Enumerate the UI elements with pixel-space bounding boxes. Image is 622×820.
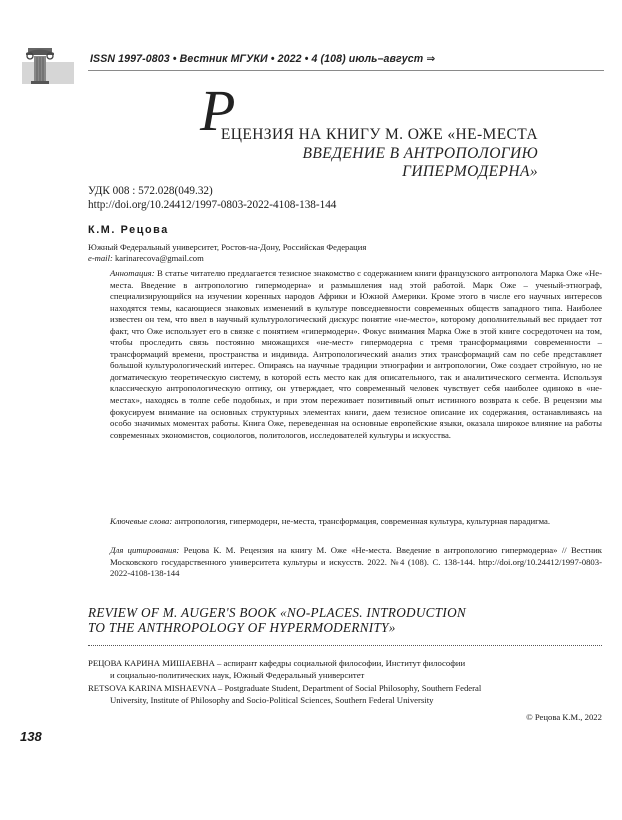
keywords-label: Ключевые слова: — [110, 516, 173, 526]
author-note-ru — [88, 658, 602, 681]
author-note-en-line-2: University, Institute of Philosophy and Socio-Political Sciences, Southern Federal University — [110, 694, 434, 705]
journal-header: ISSN 1997-0803 • Вестник МГУКИ • 2022 • 4 (108) июль–август ⇒ — [90, 53, 436, 65]
journal-logo-icon — [22, 44, 74, 84]
email-address[interactable]: karinarecova@gmail.com — [114, 253, 204, 263]
author-email — [88, 253, 204, 263]
citation — [110, 545, 602, 580]
english-title-line-2: TO THE ANTHROPOLOGY OF HYPERMODERNITY» — [88, 620, 396, 635]
udk-code: УДК 008 : 572.028(049.32) — [88, 185, 213, 197]
title-line-2: ВВЕДЕНИЕ В АНТРОПОЛОГИЮ — [302, 145, 538, 162]
copyright: © Рецова К.М., 2022 — [526, 712, 602, 722]
author-name: К.М. Рецова — [88, 224, 169, 236]
author-note-en — [88, 683, 602, 706]
dotted-divider — [88, 645, 602, 646]
abstract — [110, 268, 602, 441]
citation-text: Рецова К. М. Рецензия на книгу М. Оже «Не-места. Введение в антропологию гипермодерна» // Вестник Московского государственного университета культуры и искусств. 2022. №4 (108). С. 138-144. http://doi.org/10.24412/1997-0803-2022-4108-138-144 — [110, 545, 603, 578]
abstract-label: Аннотация: — [110, 268, 155, 278]
email-label: e-mail: — [88, 253, 113, 263]
abstract-text: В статье читателю предлагается тезисное знакомство с содержанием книги французского антрополога Марка Оже «Не-места. Введение в антропологию гипермодерна» и размышления над этой работой. Марк Оже – ученый-этнограф, специализирующийся на изучении коренных народов Африки и Южной Америки. Кроме этого в числе его научных интересов находятся темы, касающиеся знаковых изменений в культуре повседневности современных обществ западного типа. Наиболее известен он тем, что ввел в научный культурологический дискурс понятие «не-место», которому дополнительный вес придает тот факт, что Оже использует его в связке с понятием «гипермодерн». Фокус внимания Марка Оже в этой книге сосредоточен на том, чтобы проследить связь постоянно множащихся «не-мест» гипермодерна с тремя трансформациями современности – трансформаций времени, пространства и индивида. Антропологический анализ этих трансформаций сам по себе представляет большой культурологический интерес. Опираясь на научные традиции этнографии и антропологии, Оже создает стройную, но не догматическую теоретическую систему, в которой есть место как для описательного, так и аналитического сегмента. Используя классическую антропологическую оптику, он утверждает, что современный человек чувствует себя наиболее одиноко в «не-местах», находясь в толпе себе подобных, и при этом переживает позитивный опыт истинного возврата к себе. В рецензии мы фокусируем внимание на основных структурных элементах книги, даем тезисное описание их содержания, останавливаясь на особо значимых моментах работы. Книга Оже, переведенная на основные европейские языки, оказала широкое влияние на работы современных экономистов, социологов, политологов, исследователей культуры и искусства. — [110, 268, 602, 440]
citation-label: Для цитирования: — [110, 545, 180, 555]
page-number: 138 — [20, 729, 42, 744]
title-drop-cap: Р — [200, 78, 236, 143]
keywords — [110, 516, 602, 528]
title-line-1: ЕЦЕНЗИЯ НА КНИГУ М. ОЖЕ «НЕ-МЕСТА — [220, 126, 538, 143]
title-line-3: ГИПЕРМОДЕРНА» — [402, 163, 538, 180]
keywords-text: антропология, гипермодерн, не-места, трансформация, современная культура, культурная парадигма. — [174, 516, 551, 526]
doi-link[interactable]: http://doi.org/10.24412/1997-0803-2022-4108-138-144 — [88, 199, 337, 211]
author-affiliation: Южный Федеральный университет, Ростов-на-Дону, Российская Федерация — [88, 242, 367, 252]
author-note-ru-line-2: и социально-политических наук, Южный Федеральный университет — [110, 669, 365, 680]
author-note-en-line-1: RETSOVA KARINA MISHAEVNA – Postgraduate Student, Department of Social Philosophy, Southern Federal — [88, 683, 482, 693]
english-title-line-1: REVIEW OF M. AUGER'S BOOK «NO-PLACES. INTRODUCTION — [88, 605, 467, 620]
author-note-ru-line-1: РЕЦОВА КАРИНА МИШАЕВНА – аспирант кафедры социальной философии, Институт философии — [88, 658, 466, 668]
header-divider — [88, 70, 604, 71]
